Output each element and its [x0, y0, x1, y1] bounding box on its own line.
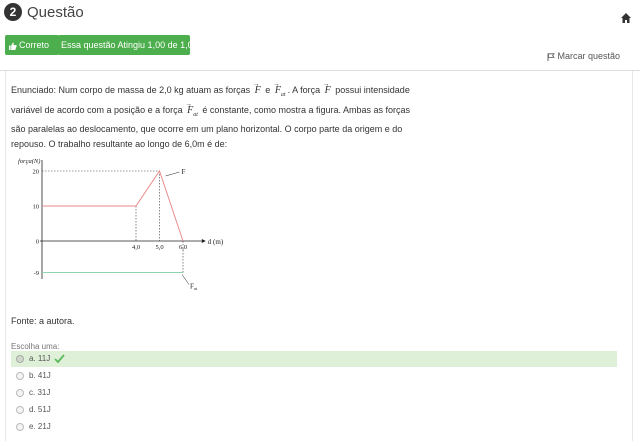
- statement-text-3: possui intensidade variável de acordo com a posição e a força: [11, 85, 410, 115]
- y-tick-label: 0: [35, 238, 39, 246]
- x-tick-label: 6,0: [178, 244, 188, 251]
- question-title: Questão: [27, 4, 84, 21]
- x-tick-label: 4,0: [131, 244, 141, 251]
- series-label-fat: $F_{at}$: [190, 282, 198, 291]
- answer-option-a[interactable]: [11, 351, 617, 367]
- question-statement: [11, 83, 416, 151]
- x-axis-label: d (m): [207, 238, 224, 246]
- force-graph: [10, 154, 224, 291]
- radio-e[interactable]: [16, 423, 24, 431]
- statement-text-2: . A força: [287, 85, 321, 95]
- correct-label: Correto: [19, 40, 50, 50]
- series-line-0: [42, 171, 183, 241]
- y-tick-label: 10: [32, 203, 39, 211]
- grade-badge: Essa questão Atingiu 1,00 de 1,00: [58, 35, 190, 55]
- answer-label-d: d. 51J: [29, 405, 51, 414]
- figure-source: Fonte: a autora.: [11, 316, 75, 326]
- x-axis-arrow: [202, 239, 206, 243]
- series-label-f: F: [181, 168, 186, 176]
- radio-d[interactable]: [16, 406, 24, 414]
- checkmark-icon: [54, 354, 65, 363]
- y-axis-label: força(N): [18, 158, 41, 165]
- correct-badge: [5, 35, 59, 55]
- statement-text-4: é constante, como mostra a figura. Ambas as forças são paralelas ao deslocamento, que ocorre em um plano horizontal. O corpo parte da origem e do repouso. O trabalho resultante ao longo de 6,0m é de:: [11, 104, 411, 149]
- answers-prompt: Escolha uma:: [11, 342, 60, 351]
- question-content: [5, 71, 633, 441]
- answer-option-d[interactable]: [11, 402, 617, 418]
- flag-icon: [547, 53, 555, 61]
- flag-question[interactable]: [547, 51, 620, 61]
- answer-option-e[interactable]: [11, 419, 617, 435]
- answer-label-e: e. 21J: [29, 422, 51, 431]
- radio-b[interactable]: [16, 372, 24, 380]
- force-fat-symbol: → $F_{at}$: [273, 84, 288, 103]
- question-header: [0, 0, 640, 30]
- force-f-symbol-2: → F: [323, 84, 333, 99]
- answer-options: [11, 351, 617, 436]
- answer-option-c[interactable]: [11, 385, 617, 401]
- series-label-pointer: [182, 275, 189, 285]
- answer-option-b[interactable]: [11, 368, 617, 384]
- flag-label: Marcar questão: [557, 51, 621, 61]
- force-f-symbol: → F: [253, 84, 263, 99]
- x-tick-label: 5,0: [155, 244, 164, 251]
- thumbs-up-icon: [9, 42, 17, 50]
- statement-and: e: [265, 85, 271, 95]
- answer-label-b: b. 41J: [29, 371, 51, 380]
- home-icon[interactable]: [620, 12, 632, 24]
- statement-text-1: Enunciado: Num corpo de massa de 2,0 kg atuam as forças: [11, 85, 251, 95]
- force-fat-symbol-2: → $F_{at}$: [185, 104, 200, 123]
- answer-label-a: a. 11J: [29, 354, 51, 363]
- question-number-badge: 2: [4, 3, 22, 21]
- radio-c[interactable]: [16, 389, 24, 397]
- answer-label-c: c. 31J: [29, 388, 51, 397]
- series-label-pointer: [166, 172, 180, 176]
- radio-a[interactable]: [16, 355, 24, 363]
- y-tick-label: -9: [33, 270, 39, 277]
- y-tick-label: 20: [32, 168, 39, 176]
